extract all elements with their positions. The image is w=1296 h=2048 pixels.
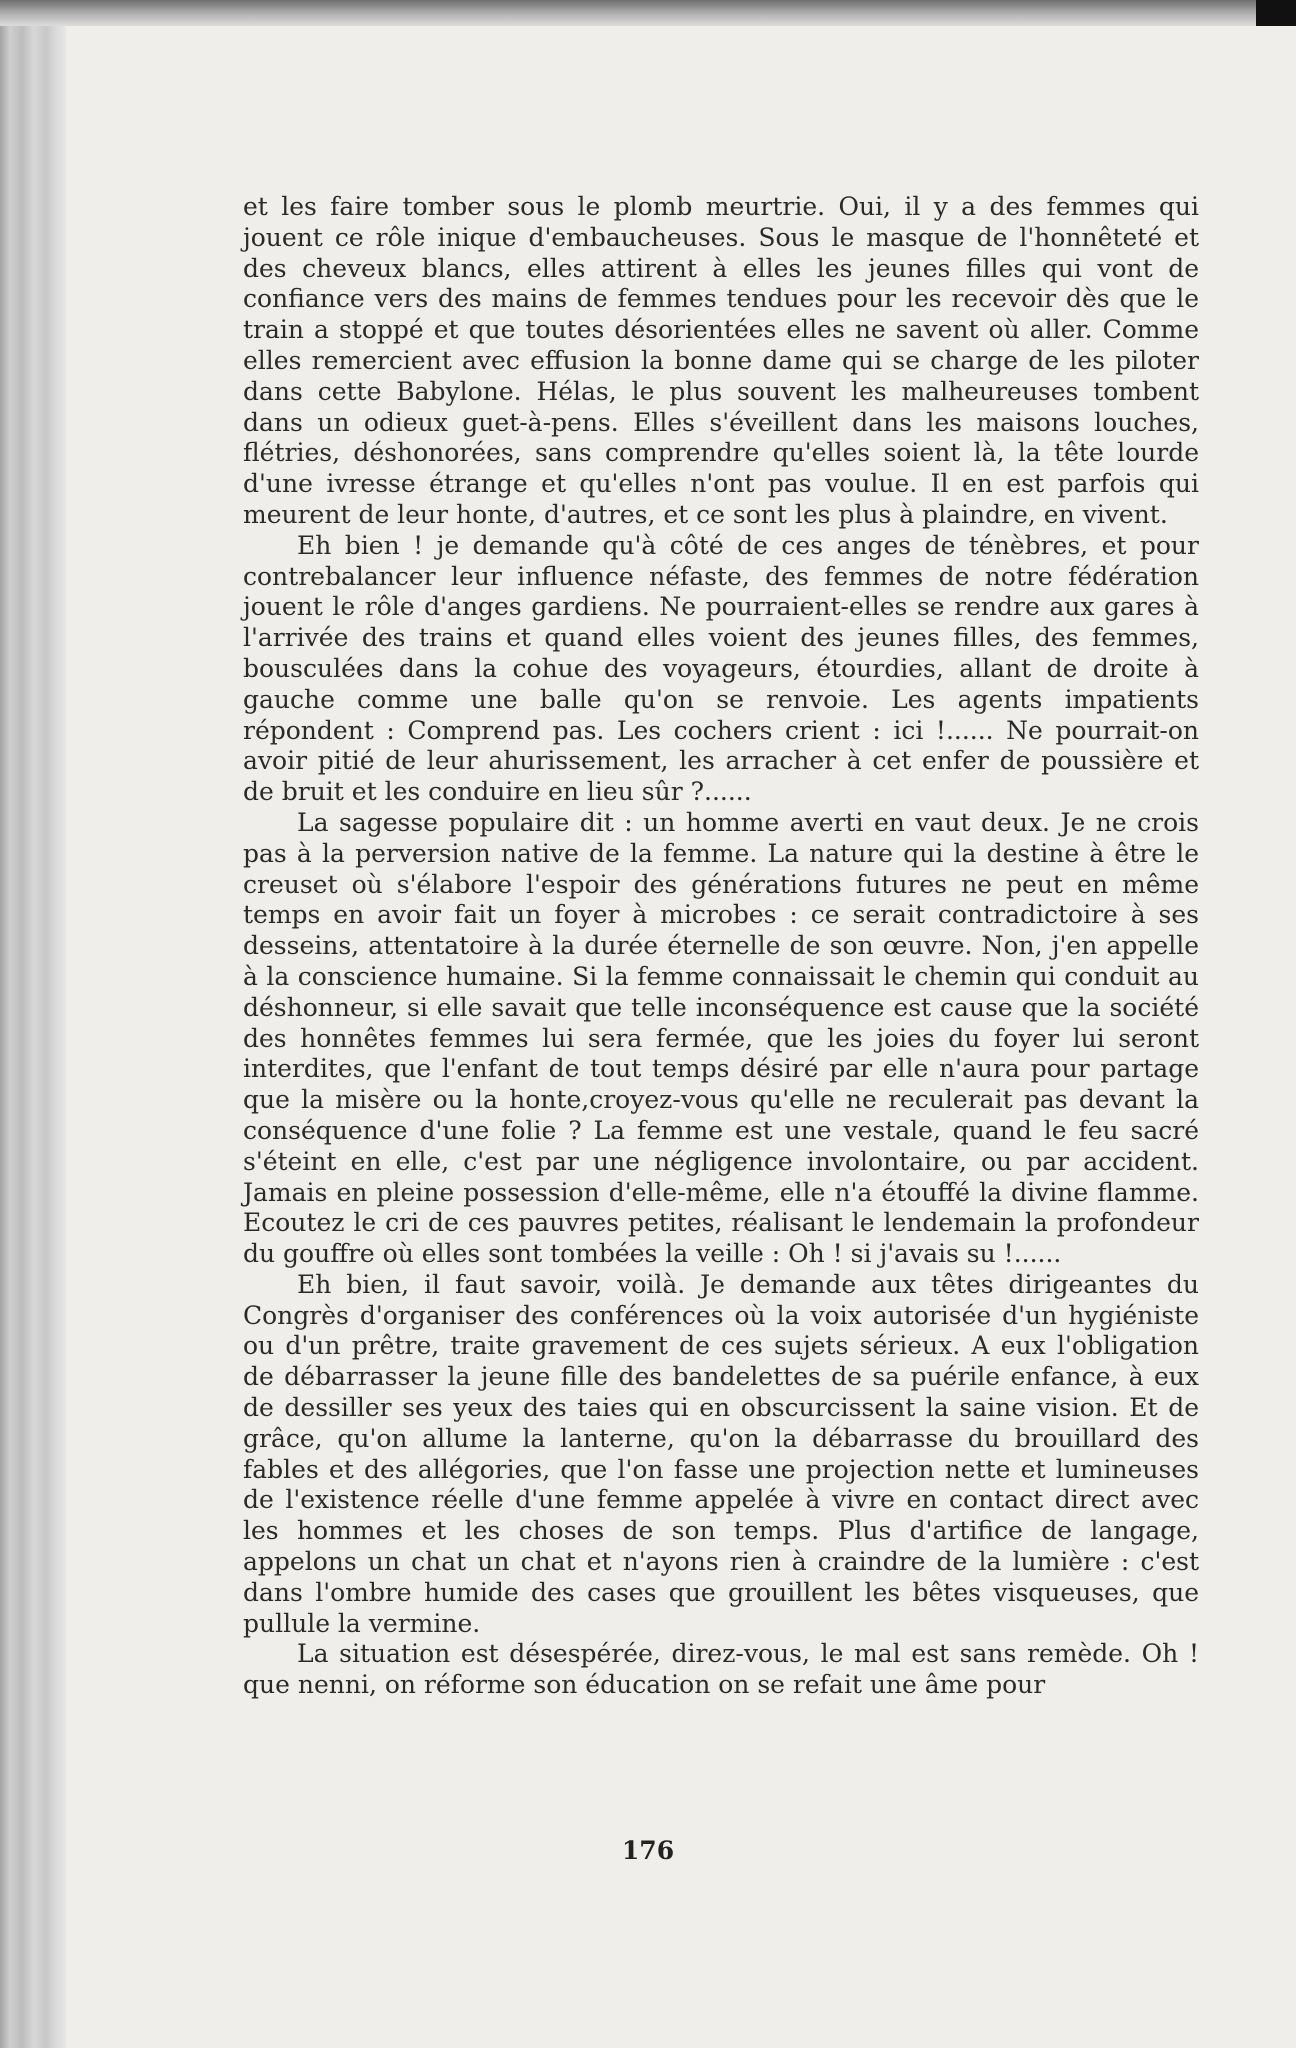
paragraph: La situation est désespérée, direz-vous, le mal est sans remède. Oh ! que nenni, on réforme son éducation on se refait une âme pour bbox=[243, 1639, 1199, 1700]
paragraph: et les faire tomber sous le plomb meurtrie. Oui, il y a des femmes qui jouent ce rôle inique d'embaucheuses. Sous le masque de l'honnêteté et des cheveux blancs, elles attirent à elles les jeunes filles qui vont de confiance vers des mains de femmes tendues pour les recevoir dès que le train a stoppé et que toutes désorientées elles ne savent où aller. Comme elles remercient avec effusion la bonne dame qui se charge de les piloter dans cette Babylone. Hélas, le plus souvent les malheureuses tombent dans un odieux guet-à-pens. Elles s'éveillent dans les maisons louches, flétries, déshonorées, sans comprendre qu'elles soient là, la tête lourde d'une ivresse étrange et qu'elles n'ont pas voulue. Il en est parfois qui meurent de leur honte, d'autres, et ce sont les plus à plaindre, en vivent. bbox=[243, 192, 1199, 529]
paragraph: La sagesse populaire dit : un homme averti en vaut deux. Je ne crois pas à la perversion native de la femme. La nature qui la destine à être le creuset où s'élabore l'espoir des générations futures ne peut en même temps en avoir fait un foyer à microbes : ce serait contradictoire à ses desseins, attentatoire à la durée éternelle de son œuvre. Non, j'en appelle à la conscience humaine. Si la femme connaissait le chemin qui conduit au déshonneur, si elle savait que telle inconséquence est cause que la société des honnêtes femmes lui sera fermée, que les joies du foyer lui seront interdites, que l'enfant de tout temps désiré par elle n'aura pour partage que la misère ou la honte,croyez-vous qu'elle ne reculerait pas devant la conséquence d'une folie ? La femme est une vestale, quand le feu sacré s'éteint en elle, c'est par une négligence involontaire, ou par accident. Jamais en pleine possession d'elle-même, elle n'a étouffé la divine flamme. Ecoutez le cri de ces pauvres petites, réalisant le lendemain la profondeur du gouffre où elles sont tombées la veille : Oh ! si j'avais su !...... bbox=[243, 807, 1199, 1269]
book-binding-edge bbox=[0, 26, 66, 2048]
page-number: 176 bbox=[621, 1836, 675, 1865]
paragraph: Eh bien, il faut savoir, voilà. Je demande aux têtes dirigeantes du Congrès d'organiser des conférences où la voix autorisée d'un hygiéniste ou d'un prêtre, traite gravement de ces sujets sérieux. A eux l'obligation de débarrasser la jeune fille des bandelettes de sa puérile enfance, à eux de dessiller ses yeux des taies qui en obscurcissent la saine vision. Et de grâce, qu'on allume la lanterne, qu'on la débarrasse du brouillard des fables et des allégories, que l'on fasse une projection nette et lumineuses de l'existence réelle d'une femme appelée à vivre en contact direct avec les hommes et les choses de son temps. Plus d'artifice de langage, appelons un chat un chat et n'ayons rien à craindre de la lumière : c'est dans l'ombre humide des cases que grouillent les bêtes visqueuses, que pullule la vermine. bbox=[243, 1269, 1199, 1638]
page-body-text bbox=[243, 192, 1199, 1701]
scan-top-edge bbox=[0, 0, 1296, 26]
paragraph: Eh bien ! je demande qu'à côté de ces anges de ténèbres, et pour contrebalancer leur influence néfaste, des femmes de notre fédération jouent le rôle d'anges gardiens. Ne pourraient-elles se rendre aux gares à l'arrivée des trains et quand elles voient des jeunes filles, des femmes, bousculées dans la cohue des voyageurs, étourdies, allant de droite à gauche comme une balle qu'on se renvoie. Les agents impatients répondent : Comprend pas. Les cochers crient : ici !...... Ne pourrait-on avoir pitié de leur ahurissement, les arracher à cet enfer de poussière et de bruit et les conduire en lieu sûr ?...... bbox=[243, 530, 1199, 807]
